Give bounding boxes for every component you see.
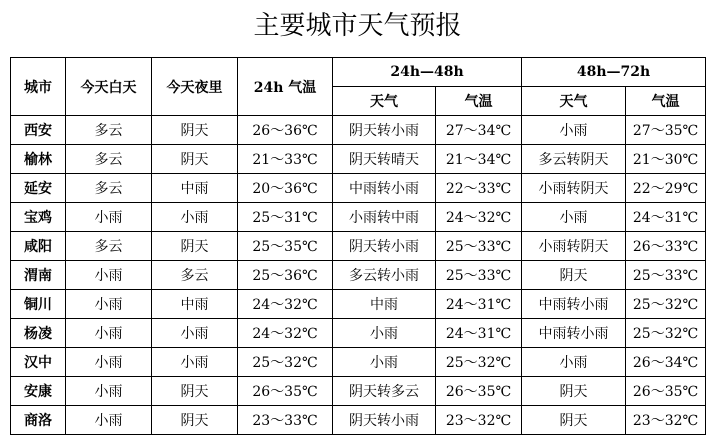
city-cell: 汉中 <box>11 348 66 377</box>
temp-48h-cell: 23～32℃ <box>436 406 522 435</box>
temp-48h-cell: 22～33℃ <box>436 174 522 203</box>
weather-48h-cell: 阴天转小雨 <box>333 406 436 435</box>
header-temp-48: 气温 <box>436 87 522 116</box>
header-temp-72: 气温 <box>626 87 706 116</box>
weather-72h-cell: 阴天 <box>522 261 626 290</box>
city-cell: 铜川 <box>11 290 66 319</box>
table-row <box>11 348 706 377</box>
temp-24h-cell: 26～36℃ <box>238 116 333 145</box>
header-group-48-72: 48h—72h <box>522 58 706 87</box>
weather-48h-cell: 小雨 <box>333 319 436 348</box>
city-cell: 咸阳 <box>11 232 66 261</box>
temp-72h-cell: 23～32℃ <box>626 406 706 435</box>
temp-48h-cell: 21～34℃ <box>436 145 522 174</box>
today-day-cell: 小雨 <box>66 319 152 348</box>
today-night-cell: 中雨 <box>152 174 238 203</box>
temp-72h-cell: 25～33℃ <box>626 261 706 290</box>
weather-72h-cell: 阴天 <box>522 406 626 435</box>
table-row <box>11 290 706 319</box>
temp-48h-cell: 24～31℃ <box>436 319 522 348</box>
forecast-table <box>10 57 706 435</box>
weather-72h-cell: 中雨转小雨 <box>522 319 626 348</box>
weather-72h-cell: 中雨转小雨 <box>522 290 626 319</box>
temp-72h-cell: 22～29℃ <box>626 174 706 203</box>
city-cell: 宝鸡 <box>11 203 66 232</box>
weather-72h-cell: 小雨 <box>522 116 626 145</box>
temp-72h-cell: 26～35℃ <box>626 377 706 406</box>
today-night-cell: 中雨 <box>152 290 238 319</box>
city-cell: 延安 <box>11 174 66 203</box>
page-title: 主要城市天气预报 <box>253 11 462 41</box>
today-day-cell: 小雨 <box>66 203 152 232</box>
weather-48h-cell: 多云转小雨 <box>333 261 436 290</box>
city-cell: 榆林 <box>11 145 66 174</box>
temp-24h-cell: 25～32℃ <box>238 348 333 377</box>
today-day-cell: 小雨 <box>66 348 152 377</box>
weather-72h-cell: 小雨 <box>522 348 626 377</box>
temp-72h-cell: 26～34℃ <box>626 348 706 377</box>
header-temp-24h: 24h 气温 <box>238 58 333 116</box>
temp-24h-cell: 25～35℃ <box>238 232 333 261</box>
table-row <box>11 406 706 435</box>
temp-72h-cell: 27～35℃ <box>626 116 706 145</box>
weather-72h-cell: 小雨转阴天 <box>522 232 626 261</box>
today-day-cell: 小雨 <box>66 406 152 435</box>
today-day-cell: 多云 <box>66 232 152 261</box>
weather-72h-cell: 小雨转阴天 <box>522 174 626 203</box>
header-row-top <box>11 58 706 87</box>
today-day-cell: 多云 <box>66 145 152 174</box>
temp-24h-cell: 23～33℃ <box>238 406 333 435</box>
table-row <box>11 261 706 290</box>
temp-72h-cell: 25～32℃ <box>626 290 706 319</box>
city-cell: 渭南 <box>11 261 66 290</box>
city-cell: 西安 <box>11 116 66 145</box>
weather-48h-cell: 阴天转多云 <box>333 377 436 406</box>
weather-48h-cell: 小雨 <box>333 348 436 377</box>
header-today-night: 今天夜里 <box>152 58 238 116</box>
city-cell: 安康 <box>11 377 66 406</box>
temp-48h-cell: 26～35℃ <box>436 377 522 406</box>
today-day-cell: 小雨 <box>66 261 152 290</box>
city-cell: 杨凌 <box>11 319 66 348</box>
temp-24h-cell: 24～32℃ <box>238 319 333 348</box>
table-row <box>11 232 706 261</box>
temp-24h-cell: 26～35℃ <box>238 377 333 406</box>
today-night-cell: 小雨 <box>152 203 238 232</box>
weather-48h-cell: 中雨转小雨 <box>333 174 436 203</box>
header-weather-48: 天气 <box>333 87 436 116</box>
table-row <box>11 145 706 174</box>
weather-48h-cell: 中雨 <box>333 290 436 319</box>
today-day-cell: 小雨 <box>66 290 152 319</box>
today-day-cell: 多云 <box>66 116 152 145</box>
temp-24h-cell: 21～33℃ <box>238 145 333 174</box>
table-row <box>11 174 706 203</box>
today-night-cell: 多云 <box>152 261 238 290</box>
weather-72h-cell: 阴天 <box>522 377 626 406</box>
today-night-cell: 阴天 <box>152 377 238 406</box>
temp-72h-cell: 21～30℃ <box>626 145 706 174</box>
header-group-24-48: 24h—48h <box>333 58 522 87</box>
temp-24h-cell: 20～36℃ <box>238 174 333 203</box>
temp-24h-cell: 25～31℃ <box>238 203 333 232</box>
table-row <box>11 319 706 348</box>
temp-72h-cell: 25～32℃ <box>626 319 706 348</box>
temp-72h-cell: 24～31℃ <box>626 203 706 232</box>
temp-48h-cell: 24～32℃ <box>436 203 522 232</box>
table-row <box>11 116 706 145</box>
today-night-cell: 阴天 <box>152 232 238 261</box>
temp-48h-cell: 27～34℃ <box>436 116 522 145</box>
header-city: 城市 <box>11 58 66 116</box>
today-night-cell: 阴天 <box>152 116 238 145</box>
weather-48h-cell: 阴天转小雨 <box>333 116 436 145</box>
header-weather-72: 天气 <box>522 87 626 116</box>
table-row <box>11 377 706 406</box>
today-night-cell: 小雨 <box>152 319 238 348</box>
weather-72h-cell: 多云转阴天 <box>522 145 626 174</box>
weather-48h-cell: 阴天转小雨 <box>333 232 436 261</box>
temp-48h-cell: 25～33℃ <box>436 261 522 290</box>
today-night-cell: 阴天 <box>152 406 238 435</box>
temp-72h-cell: 26～33℃ <box>626 232 706 261</box>
weather-48h-cell: 阴天转晴天 <box>333 145 436 174</box>
today-day-cell: 多云 <box>66 174 152 203</box>
weather-48h-cell: 小雨转中雨 <box>333 203 436 232</box>
table-row <box>11 203 706 232</box>
today-night-cell: 小雨 <box>152 348 238 377</box>
weather-72h-cell: 小雨 <box>522 203 626 232</box>
header-today-day: 今天白天 <box>66 58 152 116</box>
temp-48h-cell: 24～31℃ <box>436 290 522 319</box>
temp-24h-cell: 25～36℃ <box>238 261 333 290</box>
today-night-cell: 阴天 <box>152 145 238 174</box>
temp-48h-cell: 25～33℃ <box>436 232 522 261</box>
today-day-cell: 小雨 <box>66 377 152 406</box>
city-cell: 商洛 <box>11 406 66 435</box>
temp-48h-cell: 25～32℃ <box>436 348 522 377</box>
temp-24h-cell: 24～32℃ <box>238 290 333 319</box>
